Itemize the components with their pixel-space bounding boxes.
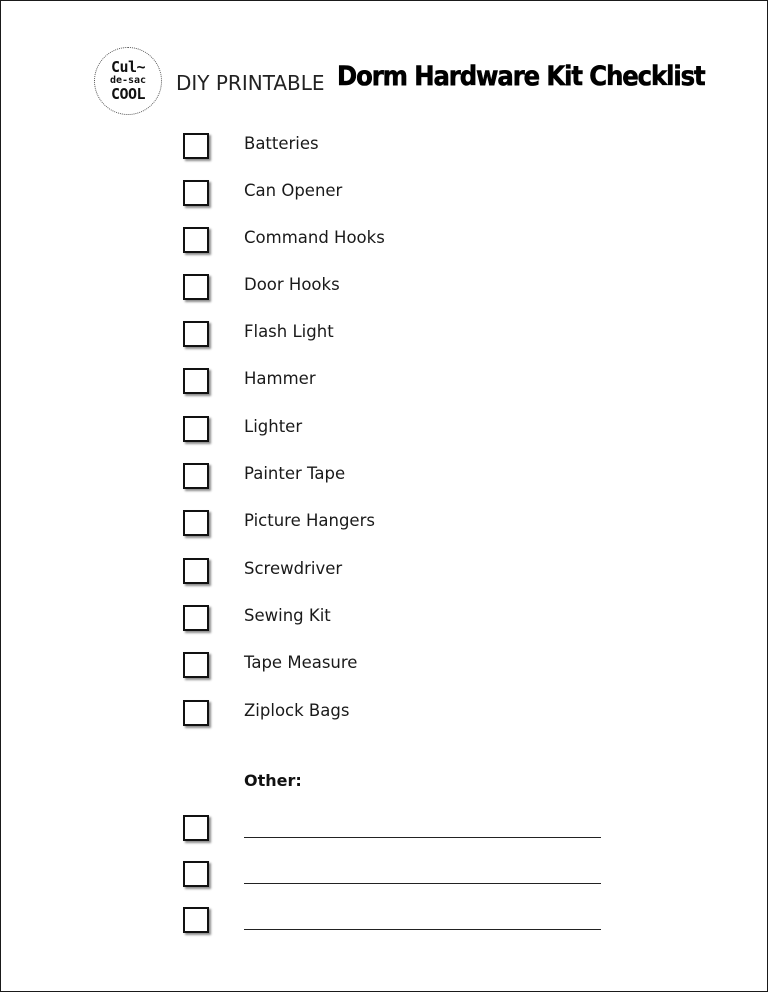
checklist-item-label: Hammer <box>244 369 316 388</box>
checkbox[interactable] <box>183 416 209 442</box>
checklist-item <box>183 510 603 536</box>
other-heading: Other: <box>244 771 302 790</box>
checklist-item <box>183 321 603 347</box>
checklist-item-label: Sewing Kit <box>244 606 331 625</box>
checklist-item-label: Command Hooks <box>244 228 385 247</box>
checkbox[interactable] <box>183 700 209 726</box>
header-subtitle: DIY PRINTABLE <box>176 71 325 95</box>
write-in-line[interactable] <box>244 837 601 838</box>
checklist-item-label: Tape Measure <box>244 653 358 672</box>
checklist-item <box>183 700 603 726</box>
brand-logo <box>94 47 162 115</box>
write-in-line[interactable] <box>244 883 601 884</box>
checkbox[interactable] <box>183 227 209 253</box>
checkbox[interactable] <box>183 180 209 206</box>
checkbox[interactable] <box>183 368 209 394</box>
checklist-item-label: Screwdriver <box>244 559 343 578</box>
other-blank-item <box>183 861 603 887</box>
checklist-item-label: Ziplock Bags <box>244 701 350 720</box>
checklist-item-label: Door Hooks <box>244 275 340 294</box>
checkbox[interactable] <box>183 907 209 933</box>
logo-line-3: COOL <box>110 85 146 103</box>
checklist-item-label: Batteries <box>244 134 319 153</box>
checklist-item <box>183 133 603 159</box>
checklist-item <box>183 227 603 253</box>
checkbox[interactable] <box>183 861 209 887</box>
logo-line-1: Cul~ <box>110 58 146 76</box>
checkbox[interactable] <box>183 133 209 159</box>
checkbox[interactable] <box>183 321 209 347</box>
checklist-item-label: Flash Light <box>244 322 334 341</box>
checkbox[interactable] <box>183 558 209 584</box>
checklist-item <box>183 274 603 300</box>
checklist-item <box>183 416 603 442</box>
checkbox[interactable] <box>183 463 209 489</box>
page-title: Dorm Hardware Kit Checklist <box>337 61 705 92</box>
checklist-item <box>183 652 603 678</box>
checkbox[interactable] <box>183 510 209 536</box>
checklist-item <box>183 605 603 631</box>
other-blank-item <box>183 815 603 841</box>
checkbox[interactable] <box>183 274 209 300</box>
checkbox[interactable] <box>183 815 209 841</box>
write-in-line[interactable] <box>244 929 601 930</box>
checklist-item-label: Picture Hangers <box>244 511 375 530</box>
checkbox[interactable] <box>183 605 209 631</box>
checklist-item <box>183 180 603 206</box>
other-blank-item <box>183 907 603 933</box>
checklist-item <box>183 463 603 489</box>
checklist-item-label: Can Opener <box>244 181 343 200</box>
checklist-item <box>183 368 603 394</box>
checkbox[interactable] <box>183 652 209 678</box>
checklist-item-label: Painter Tape <box>244 464 346 483</box>
logo-line-2: de-sac <box>109 75 147 86</box>
checklist-item <box>183 558 603 584</box>
checklist-item-label: Lighter <box>244 417 303 436</box>
